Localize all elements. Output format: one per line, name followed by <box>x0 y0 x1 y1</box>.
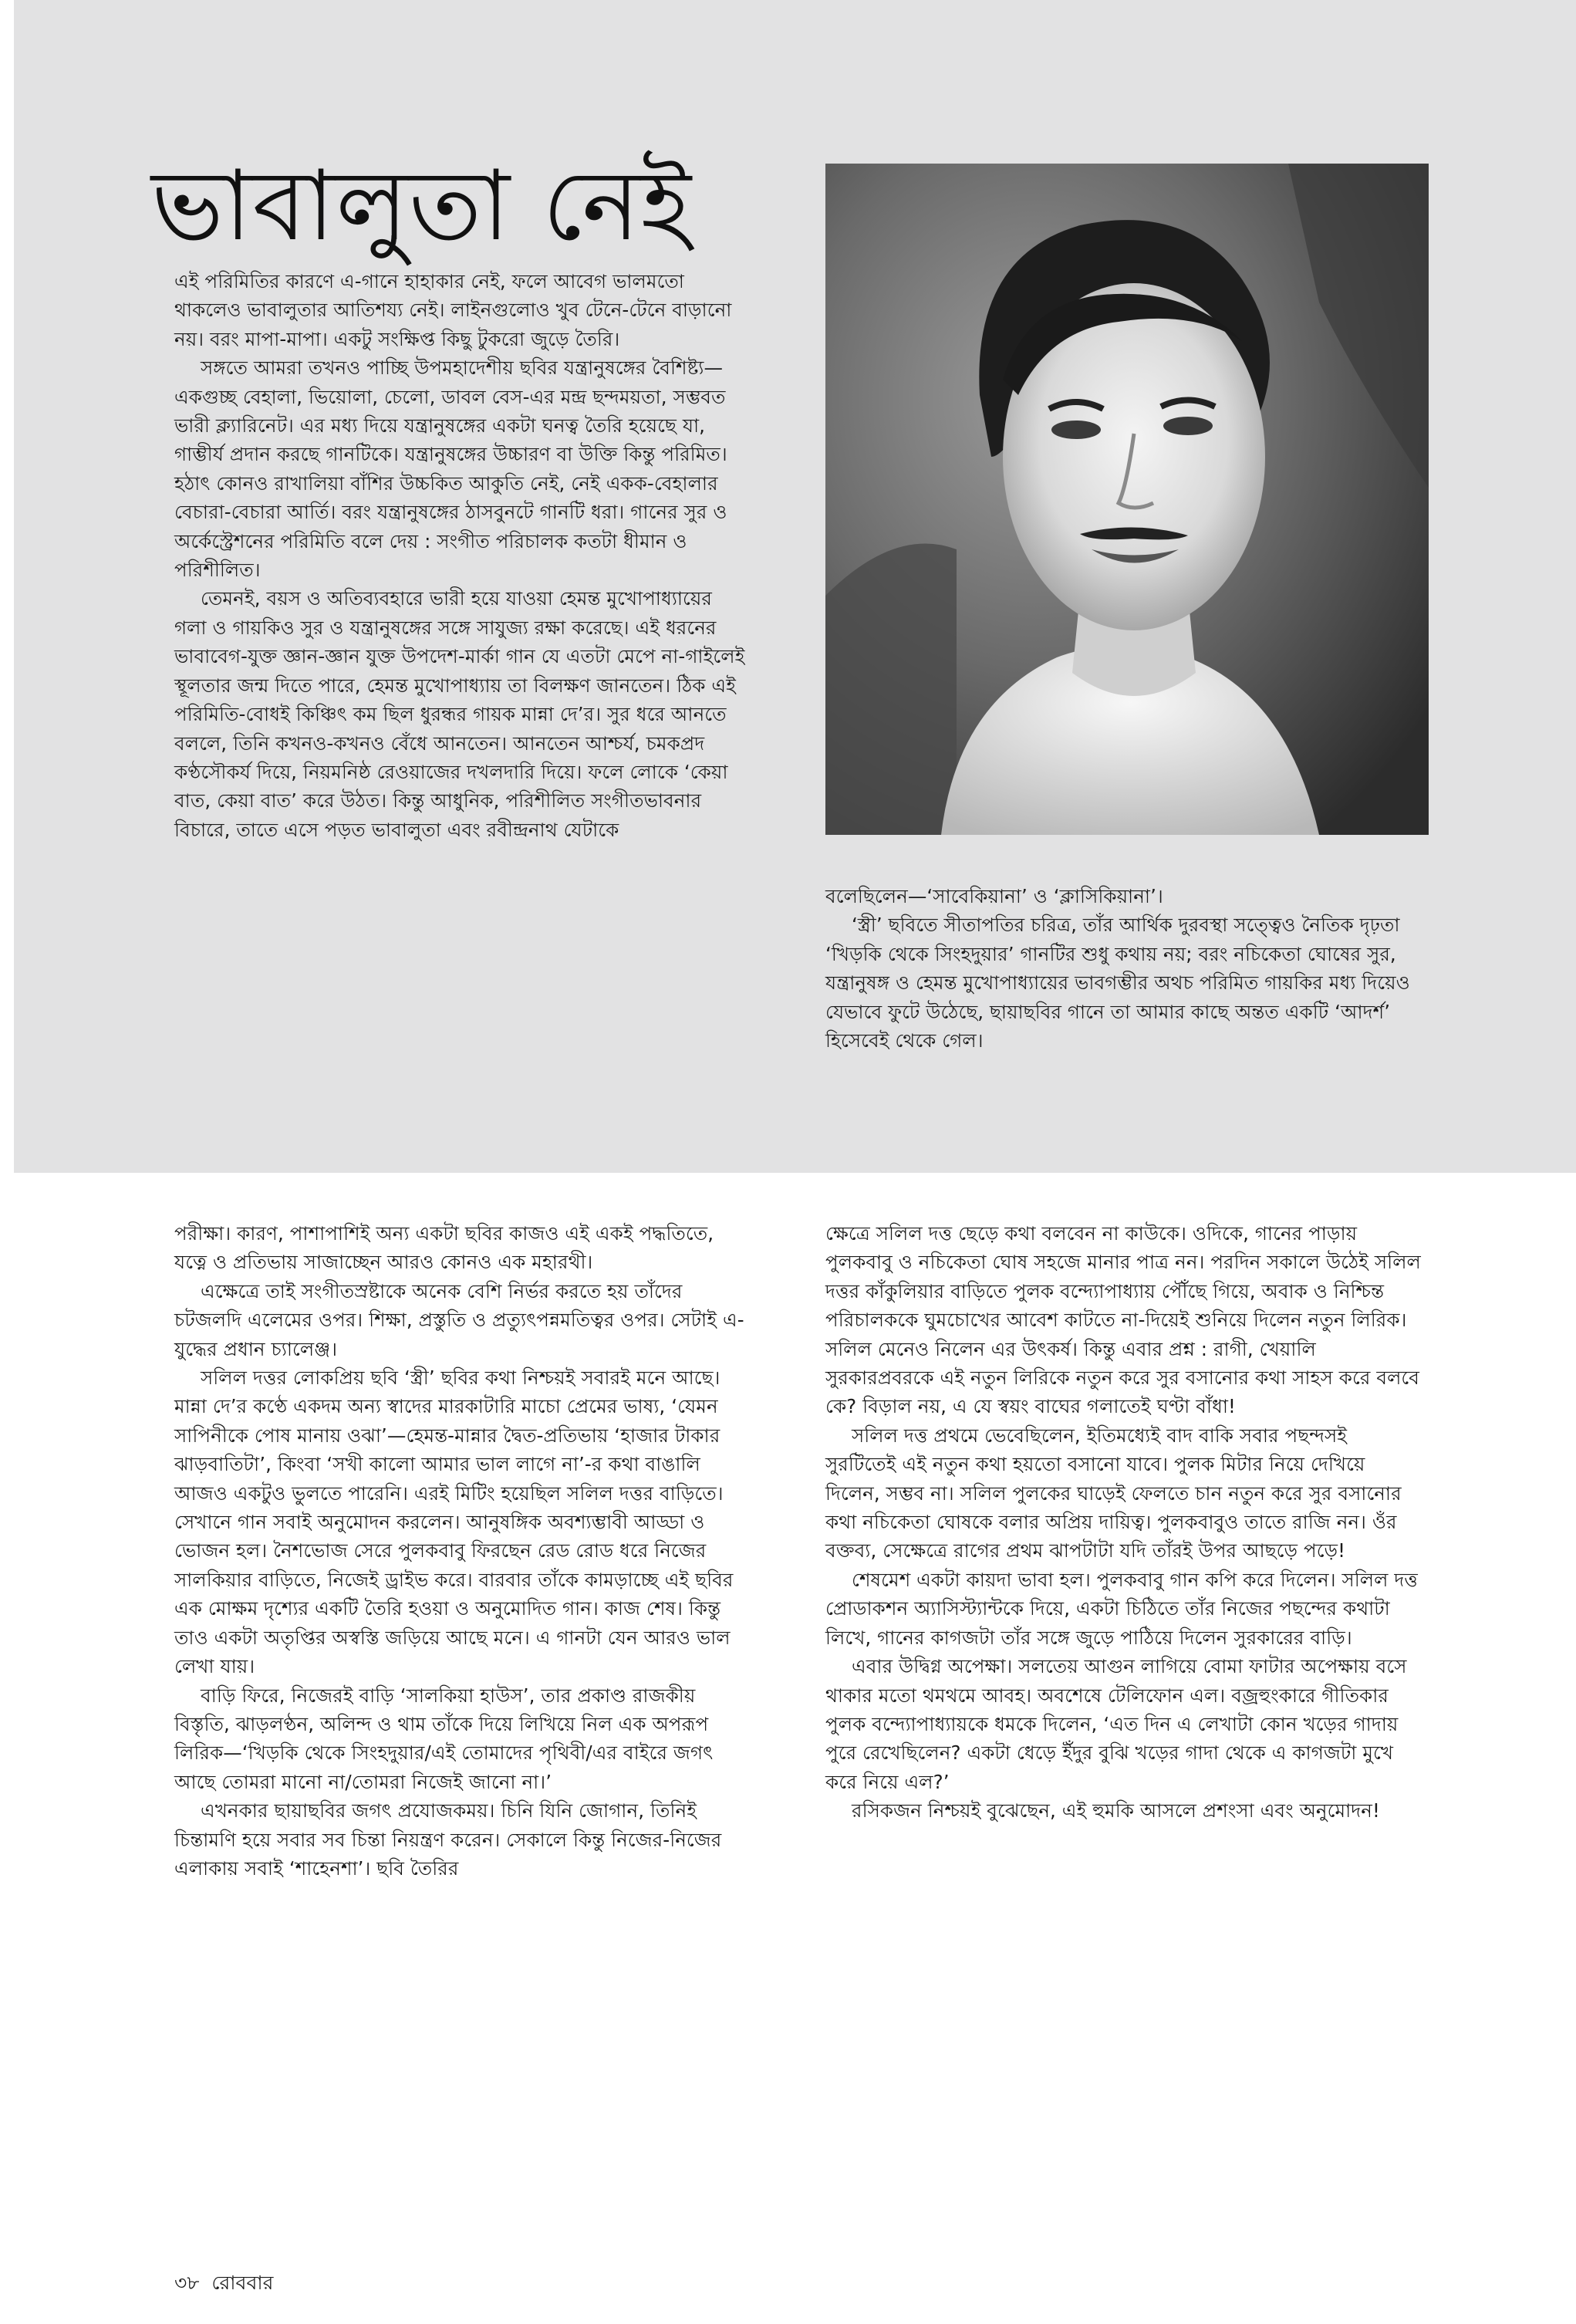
paragraph: ক্ষেত্রে সলিল দত্ত ছেড়ে কথা বলবেন না কাউকে। ওদিকে, গানের পাড়ায় পুলকবাবু ও নচিকেতা ঘোষ সহজে মানার পাত্র নন। পরদিন সকালে উঠেই সলিল দত্তর কাঁকুলিয়ার বাড়িতে পুলক বন্দ্যোপাধ্যায় পৌঁছে গিয়ে, অবাক ও নিশ্চিন্ত পরিচালককে ঘুমচোখের আবেশ কাটতে না-দিয়েই শুনিয়ে দিলেন নতুন লিরিক। সলিল মেনেও নিলেন এর উৎকর্ষ। কিন্তু এবার প্রশ্ন : রাগী, খেয়ালি সুরকারপ্রবরকে এই নতুন লিরিকে নতুন করে সুর বসানোর কথা সাহস করে বলবে কে? বিড়াল নয়, এ যে স্বয়ং বাঘের গলাতেই ঘণ্টা বাঁধা! <box>825 1222 1421 1418</box>
paragraph: সলিল দত্তর লোকপ্রিয় ছবি ‘স্ত্রী’ ছবির কথা নিশ্চয়ই সবারই মনে আছে। মান্না দে’র কণ্ঠে একদম অন্য স্বাদের মারকাটারি মাচো প্রেমের ভাষ্য, ‘যেমন সাপিনীকে পোষ মানায় ওঝা’—হেমন্ত-মান্নার দ্বৈত-প্রতিভায় ‘হাজার টাকার ঝাড়বাতিটা’, কিংবা ‘সখী কালো আমার ভাল লাগে না’-র কথা বাঙালি আজও একটুও ভুলতে পারেনি। এরই মিটিং হয়েছিল সলিল দত্তর বাড়িতে। সেখানে গান সবাই অনুমোদন করলেন। আনুষঙ্গিক অবশ্যম্ভাবী আড্ডা ও ভোজন হল। নৈশভোজ সেরে পুলকবাবু ফিরছেন রেড রোড ধরে নিজের সালকিয়ার বাড়িতে, নিজেই ড্রাইভ করে। বারবার তাঁকে কামড়াচ্ছে এই ছবির এক মোক্ষম দৃশ্যের একটি তৈরি হওয়া ও অনুমোদিত গান। কাজ শেষ। কিন্তু তাও একটা অতৃপ্তির অস্বস্তি জড়িয়ে আছে মনে। এ গানটা যেন আরও ভাল লেখা যায়। <box>174 1366 734 1678</box>
paragraph: এবার উদ্বিগ্ন অপেক্ষা। সলতেয় আগুন লাগিয়ে বোমা ফাটার অপেক্ষায় বসে থাকার মতো থমথমে আবহ। অবশেষে টেলিফোন এল। বজ্রহুংকারে গীতিকার পুলক বন্দ্যোপাধ্যায়কে ধমকে দিলেন, ‘এত দিন এ লেখাটা কোন খড়ের গাদায় পুরে রেখেছিলেন? একটা ধেড়ে ইঁদুর বুঝি খড়ের গাদা থেকে এ কাগজটা মুখে করে নিয়ে এল?’ <box>825 1655 1407 1793</box>
paragraph: এই পরিমিতির কারণে এ-গানে হাহাকার নেই, ফলে আবেগ ভালমতো থাকলেও ভাবালুতার আতিশয্য নেই। লাইনগুলোও খুব টেনে-টেনে বাড়ানো নয়। বরং মাপা-মাপা। একটু সংক্ষিপ্ত কিছু টুকরো জুড়ে তৈরি। <box>174 270 732 350</box>
portrait-photo <box>825 164 1429 835</box>
bottom-right-column <box>825 1219 1423 1826</box>
top-right-column <box>825 882 1423 1055</box>
paragraph: পরীক্ষা। কারণ, পাশাপাশিই অন্য একটা ছবির কাজও এই একই পদ্ধতিতে, যত্নে ও প্রতিভায় সাজাচ্ছেন আরও কোনও এক মহারথী। <box>174 1222 714 1274</box>
portrait-illustration <box>825 164 1429 835</box>
paragraph: সঙ্গতে আমরা তখনও পাচ্ছি উপমহাদেশীয় ছবির যন্ত্রানুষঙ্গের বৈশিষ্ট্য—একগুচ্ছ বেহালা, ভিয়োলা, চেলো, ডাবল বেস-এর মন্দ্র ছন্দময়তা, সম্ভবত ভারী ক্ল্যারিনেট। এর মধ্য দিয়ে যন্ত্রানুষঙ্গের একটা ঘনত্ব তৈরি হয়েছে যা, গাম্ভীর্য প্রদান করছে গানটিকে। যন্ত্রানুষঙ্গের উচ্চারণ বা উক্তি কিন্তু পরিমিত। হঠাৎ কোনও রাখালিয়া বাঁশির উচ্চকিত আকুতি নেই, নেই একক-বেহালার বেচারা-বেচারা আর্তি। বরং যন্ত্রানুষঙ্গের ঠাসবুনটে গানটি ধরা। গানের সুর ও অর্কেস্ট্রেশনের পরিমিতি বলে দেয় : সংগীত পরিচালক কতটা ধীমান ও পরিশীলিত। <box>174 356 727 582</box>
page-footer <box>174 2270 273 2296</box>
page-number: ৩৮ <box>174 2272 200 2294</box>
paragraph: বলেছিলেন—‘সাবেকিয়ানা’ ও ‘ক্লাসিকিয়ানা’। <box>825 885 1163 907</box>
paragraph: ‘স্ত্রী’ ছবিতে সীতাপতির চরিত্র, তাঁর আর্থিক দুরবস্থা সত্ত্বেও নৈতিক দৃঢ়তা ‘খিড়কি থেকে সিংহদুয়ার’ গানটির শুধু কথায় নয়; বরং নচিকেতা ঘোষের সুর, যন্ত্রানুষঙ্গ ও হেমন্ত মুখোপাধ্যায়ের ভাবগম্ভীর অথচ পরিমিত গায়কির মধ্য দিয়েও যেভাবে ফুটে উঠেছে, ছায়াছবির গানে তা আমার কাছে অন্তত একটি ‘আদর্শ’ হিসেবেই থেকে গেল। <box>825 914 1410 1052</box>
paragraph: রসিকজন নিশ্চয়ই বুঝেছেন, এই হুমকি আসলে প্রশংসা এবং অনুমোদন! <box>852 1799 1380 1822</box>
paragraph: শেষমেশ একটা কায়দা ভাবা হল। পুলকবাবু গান কপি করে দিলেন। সলিল দত্ত প্রোডাকশন অ্যাসিস্ট্যান্টকে দিয়ে, একটা চিঠিতে তাঁর নিজের পছন্দের কথাটা লিখে, গানের কাগজটা তাঁর সঙ্গে জুড়ে পাঠিয়ে দিলেন সুরকারের বাড়ি। <box>825 1568 1418 1649</box>
paragraph: বাড়ি ফিরে, নিজেরই বাড়ি ‘সালকিয়া হাউস’, তার প্রকাণ্ড রাজকীয় বিস্তৃতি, ঝাড়লণ্ঠন, অলিন্দ ও থাম তাঁকে দিয়ে লিখিয়ে নিল এক অপরূপ লিরিক—‘খিড়কি থেকে সিংহদুয়ার/এই তোমাদের পৃথিবী/এর বাইরে জগৎ আছে তোমরা মানো না/তোমরা নিজেই জানো না।’ <box>174 1684 714 1793</box>
paragraph: এক্ষেত্রে তাই সংগীতস্রষ্টাকে অনেক বেশি নির্ভর করতে হয় তাঁদের চটজলদি এলেমের ওপর। শিক্ষা, প্রস্তুতি ও প্রত্যুৎপন্নমতিত্বর ওপর। সেটাই এ-যুদ্ধের প্রধান চ্যালেঞ্জ। <box>174 1279 744 1360</box>
top-left-column <box>174 267 745 844</box>
magazine-name: রোববার <box>211 2272 274 2294</box>
headline: ভাবালুতা নেই <box>151 149 692 262</box>
bottom-left-column <box>174 1219 745 1883</box>
paragraph: তেমনই, বয়স ও অতিব্যবহারে ভারী হয়ে যাওয়া হেমন্ত মুখোপাধ্যায়ের গলা ও গায়কিও সুর ও যন্ত্রানুষঙ্গের সঙ্গে সাযুজ্য রক্ষা করেছে। এই ধরনের ভাবাবেগ-যুক্ত জ্ঞান-জ্ঞান যুক্ত উপদেশ-মার্কা গান যে এতটা মেপে না-গাইলেই স্থূলতার জন্ম দিতে পারে, হেমন্ত মুখোপাধ্যায় তা বিলক্ষণ জানতেন। ঠিক এই পরিমিতি-বোধই কিঞ্চিৎ কম ছিল ধুরন্ধর গায়ক মান্না দে’র। সুর ধরে আনতে বললে, তিনি কখনও-কখনও বেঁধে আনতেন। আনতেন আশ্চর্য, চমকপ্রদ কণ্ঠসৌকর্য দিয়ে, নিয়মনিষ্ঠ রেওয়াজের দখলদারি দিয়ে। ফলে লোকে ‘কেয়া বাত, কেয়া বাত’ করে উঠত। কিন্তু আধুনিক, পরিশীলিত সংগীতভাবনার বিচারে, তাতে এসে পড়ত ভাবালুতা এবং রবীন্দ্রনাথ যেটাকে <box>174 587 745 841</box>
paragraph: সলিল দত্ত প্রথমে ভেবেছিলেন, ইতিমধ্যেই বাদ বাকি সবার পছন্দসই সুরটিতেই এই নতুন কথা হয়তো বসানো যাবে। পুলক মিটার নিয়ে দেখিয়ে দিলেন, সম্ভব না। সলিল পুলকের ঘাড়েই ফেলতে চান নতুন করে সুর বসানোর কথা নচিকেতা ঘোষকে বলার অপ্রিয় দায়িত্ব। পুলকবাবুও তাতে রাজি নন। ওঁর বক্তব্য, সেক্ষেত্রে রাগের প্রথম ঝাপটাটা যদি তাঁরই উপর আছড়ে পড়ে! <box>825 1424 1402 1562</box>
paragraph: এখনকার ছায়াছবির জগৎ প্রযোজকময়। চিনি যিনি জোগান, তিনিই চিন্তামণি হয়ে সবার সব চিন্তা নিয়ন্ত্রণ করেন। সেকালে কিন্তু নিজের-নিজের এলাকায় সবাই ‘শাহেনশা’। ছবি তৈরির <box>174 1799 722 1880</box>
